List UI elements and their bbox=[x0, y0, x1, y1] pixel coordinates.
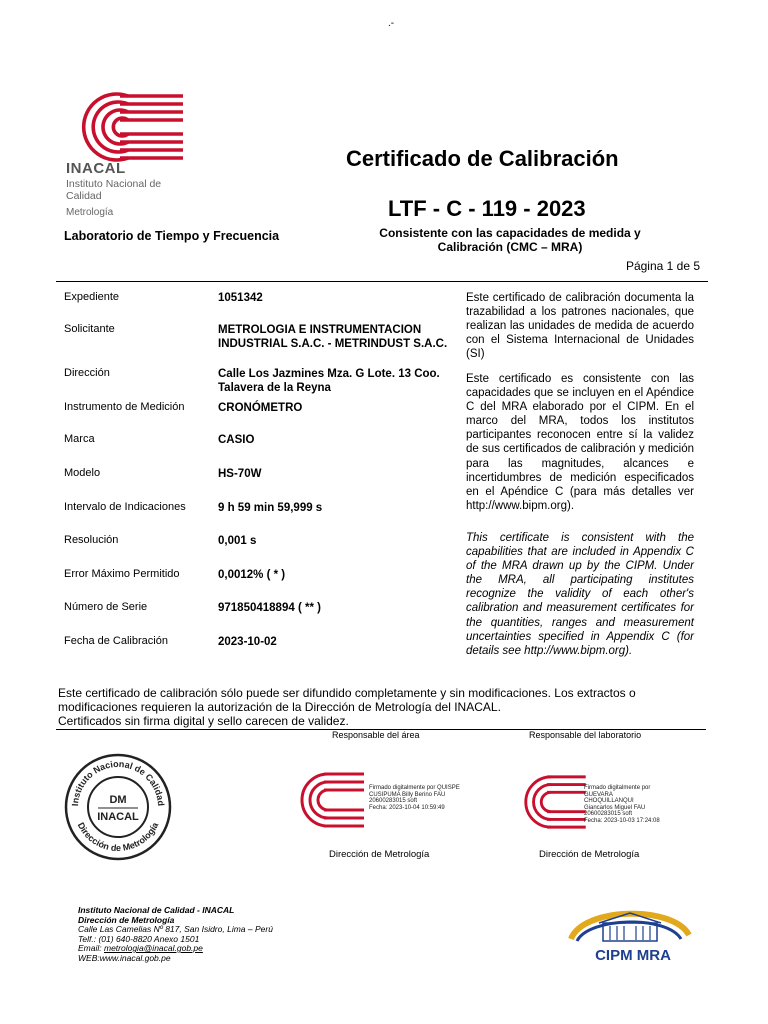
divider-top bbox=[56, 281, 708, 282]
field-label: Expediente bbox=[64, 291, 120, 303]
signature-division: Dirección de Metrología bbox=[329, 849, 430, 860]
signature-line: CUSIPUMA Billy Berino FAU bbox=[369, 791, 446, 798]
top-mark: .- bbox=[388, 18, 395, 29]
field-label: Solicitante bbox=[64, 323, 115, 335]
field-label: Modelo bbox=[64, 467, 101, 479]
signature-line: 20600283015 soft bbox=[369, 798, 418, 804]
field-value: METROLOGIA E INSTRUMENTACION INDUSTRIAL S.A.C. - METRINDUST S.A.C. bbox=[218, 324, 448, 350]
digital-signature-1 bbox=[369, 785, 460, 811]
field-value: CASIO bbox=[218, 434, 255, 446]
signature-line: Giancarlos Miguel FAU bbox=[584, 804, 646, 811]
signature-line: Fecha: 2023-10-04 10:59:49 bbox=[369, 804, 445, 811]
field-label: Fecha de Calibración bbox=[64, 635, 168, 647]
field-label: Error Máximo Permitido bbox=[64, 568, 180, 580]
seal-center-top: DM bbox=[109, 794, 127, 806]
signature-role: Responsable del área bbox=[332, 730, 420, 740]
field-value: Calle Los Jazmines Mza. G Lote. 13 Coo. Talavera de la Reyna bbox=[218, 368, 440, 394]
signature-logo-icon bbox=[286, 770, 366, 830]
cipm-mra-logo-icon bbox=[563, 905, 693, 965]
cipm-logo-text: CIPM MRA bbox=[595, 947, 671, 964]
inacal-logo-icon bbox=[58, 92, 188, 162]
mra-text-es: Este certificado es consistente con las capacidades que se incluyen en el Apéndice C del MRA elaborado por el CIPM. En el marco del MRA, todos los institutos participantes reconocen entre sí la validez de sus certificados de calibración y medición para las magnitudes, alcances e incertidumbres de medición especificados en el Apéndice C (para más detalles ver http://www.bipm.org). bbox=[466, 373, 694, 512]
field-value: HS-70W bbox=[218, 468, 262, 480]
signature-line: 20600283015 soft bbox=[584, 811, 633, 817]
field-label: Intervalo de Indicaciones bbox=[64, 501, 186, 513]
signature-line: Firmado digitalmente por bbox=[584, 785, 651, 791]
email-link[interactable]: metrologia@inacal.gob.pe bbox=[103, 943, 203, 953]
signature-division: Dirección de Metrología bbox=[539, 849, 640, 860]
address-phone: Telf.: (01) 640-8820 Anexo 1501 bbox=[78, 933, 200, 944]
signature-line: GUEVARA bbox=[584, 791, 613, 798]
signature-line: CHOQUILLANQUI bbox=[584, 798, 634, 804]
inacal-seal-icon bbox=[64, 753, 172, 861]
address-division: Dirección de Metrología bbox=[78, 914, 175, 925]
address-web: WEB:www.inacal.gob.pe bbox=[78, 952, 171, 963]
signature-line: Fecha: 2023-10-03 17:24:08 bbox=[584, 817, 660, 824]
signature-role: Responsable del laboratorio bbox=[529, 730, 642, 740]
field-label: Resolución bbox=[64, 534, 119, 546]
field-value: 1051342 bbox=[218, 292, 263, 304]
field-label: Instrumento de Medición bbox=[64, 401, 185, 413]
address-org: Instituto Nacional de Calidad - INACAL bbox=[78, 905, 235, 915]
address-street: Calle Las Camelias Nº 817, San Isidro, Lima – Perú bbox=[78, 924, 273, 934]
certificate-number: LTF - C - 119 - 2023 bbox=[388, 196, 586, 221]
logo-subtitle: Instituto Nacional de Calidad bbox=[66, 178, 162, 202]
traceability-text: Este certificado de calibración documenta la trazabilidad a los patrones nacionales, que realizan las unidades de medida de acuerdo con el Sistema Internacional de Unidades (SI) bbox=[466, 292, 694, 361]
laboratory-name: Laboratorio de Tiempo y Frecuencia bbox=[64, 229, 280, 243]
field-value: CRONÓMETRO bbox=[218, 402, 303, 414]
page-title: Certificado de Calibración bbox=[346, 146, 619, 171]
seal-center-bottom: INACAL bbox=[97, 811, 139, 823]
signature-logo-icon bbox=[510, 773, 588, 831]
cmc-statement: Consistente con las capacidades de medida y Calibración (CMC – MRA) bbox=[379, 226, 641, 254]
logo-name: INACAL bbox=[66, 160, 126, 177]
validity-notice bbox=[58, 686, 708, 728]
seal-ring-top: Instituto Nacional de Calidad bbox=[69, 758, 167, 807]
signature-line: Firmado digitalmente por QUISPE bbox=[369, 785, 460, 791]
field-value: 0,001 s bbox=[218, 535, 257, 547]
field-label: Número de Serie bbox=[64, 601, 148, 613]
field-value: 2023-10-02 bbox=[218, 636, 277, 648]
page-number: Página 1 de 5 bbox=[625, 259, 700, 273]
address-block bbox=[78, 906, 273, 963]
email-label: Email: bbox=[78, 943, 104, 953]
field-value: 9 h 59 min 59,999 s bbox=[218, 502, 323, 514]
field-value: 971850418894 ( ** ) bbox=[218, 602, 321, 614]
logo-division: Metrología bbox=[66, 207, 114, 218]
digital-signature-2 bbox=[584, 785, 660, 824]
field-label: Marca bbox=[64, 433, 95, 445]
field-label: Dirección bbox=[64, 367, 110, 379]
field-value: 0,0012% ( * ) bbox=[218, 569, 286, 581]
notice-line-2: Certificados sin firma digital y sello carecen de validez. bbox=[58, 714, 349, 728]
notice-line-1: Este certificado de calibración sólo puede ser difundido completamente y sin modificaciones. Los extractos o modificaciones requieren la autorización de la Dirección de Metrología del INACAL. bbox=[58, 686, 636, 714]
mra-text-en: This certificate is consistent with the capabilities that are included in Appendix C of the MRA drawn up by the CIPM. Under the MRA, all participating institutes recognize the validity of each other's calibration and measurement certificates for the quantities, ranges and measurement uncertainties specified in Appendix C (for details see http://www.bipm.org). bbox=[466, 532, 694, 657]
seal-ring-bottom: Dirección de Metrología bbox=[75, 820, 161, 854]
